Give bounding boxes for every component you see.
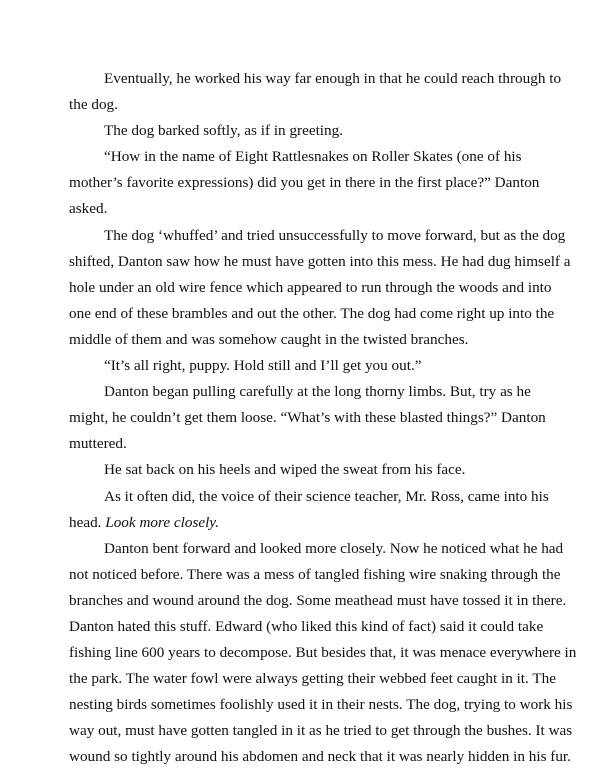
text-line: muttered. xyxy=(69,435,127,453)
text-line: Eventually, he worked his way far enough in that he could reach through to xyxy=(104,70,562,87)
paragraph xyxy=(69,484,549,536)
text-line: branches and wound around the dog. Some meathead must have tossed it in there. xyxy=(69,591,567,609)
text-line: might, he couldn’t get them loose. “What’s with these blasted things?” Danton xyxy=(69,409,546,427)
text-line: hole under an old wire fence which appeared to run through the woods and into xyxy=(69,278,552,296)
paragraph xyxy=(69,353,535,379)
text-line: asked. xyxy=(69,200,108,218)
text-line: not noticed before. There was a mess of tangled fishing wire snaking through the xyxy=(69,565,561,583)
text-line: one end of these brambles and out the other. The dog had come right up into the xyxy=(69,304,555,322)
text-run: head. xyxy=(69,513,106,531)
text-line: the dog. xyxy=(69,96,118,114)
text-line: mother’s favorite expressions) did you get in there in the first place?” Danton xyxy=(69,174,540,192)
text-line: “How in the name of Eight Rattlesnakes on Roller Skates (one of his xyxy=(104,148,522,166)
paragraph xyxy=(69,118,535,144)
text-line: way out, must have gotten tangled in it as he tried to get through the bushes. It was xyxy=(69,722,573,740)
text-line: He sat back on his heels and wiped the sweat from his face. xyxy=(104,461,466,479)
text-line: the park. The water fowl were always getting their webbed feet caught in it. The xyxy=(69,670,556,688)
body-text xyxy=(69,66,577,771)
text-line: shifted, Danton saw how he must have gotten into this mess. He had dug himself a xyxy=(69,252,571,270)
text-line: Danton hated this stuff. Edward (who liked this kind of fact) said it could take xyxy=(69,617,544,635)
paragraph xyxy=(69,379,546,457)
text-line: middle of them and was somehow caught in the twisted branches. xyxy=(69,330,469,348)
paragraph xyxy=(69,223,571,353)
text-line: wound so tightly around his abdomen and neck that it was nearly hidden in his fur. xyxy=(69,748,571,766)
text-line xyxy=(69,510,535,536)
text-line: The dog ‘whuffed’ and tried unsuccessfully to move forward, but as the dog xyxy=(104,226,566,244)
text-line: fishing line 600 years to decompose. But besides that, it was menace everywhere in xyxy=(69,644,577,662)
paragraph xyxy=(69,66,562,118)
text-line: nesting birds sometimes foolishly used it in their nests. The dog, trying to work his xyxy=(69,696,573,714)
paragraph xyxy=(69,536,577,771)
paragraph xyxy=(69,457,535,483)
text-line: The dog barked softly, as if in greeting. xyxy=(104,122,343,140)
italic-thought: Look more closely. xyxy=(105,513,220,531)
paragraph xyxy=(69,144,540,222)
text-line: Danton bent forward and looked more closely. Now he noticed what he had xyxy=(104,539,564,557)
text-line: “It’s all right, puppy. Hold still and I’ll get you out.” xyxy=(104,357,422,375)
text-line: Danton began pulling carefully at the long thorny limbs. But, try as he xyxy=(104,383,531,401)
text-line: As it often did, the voice of their science teacher, Mr. Ross, came into his xyxy=(104,487,549,505)
